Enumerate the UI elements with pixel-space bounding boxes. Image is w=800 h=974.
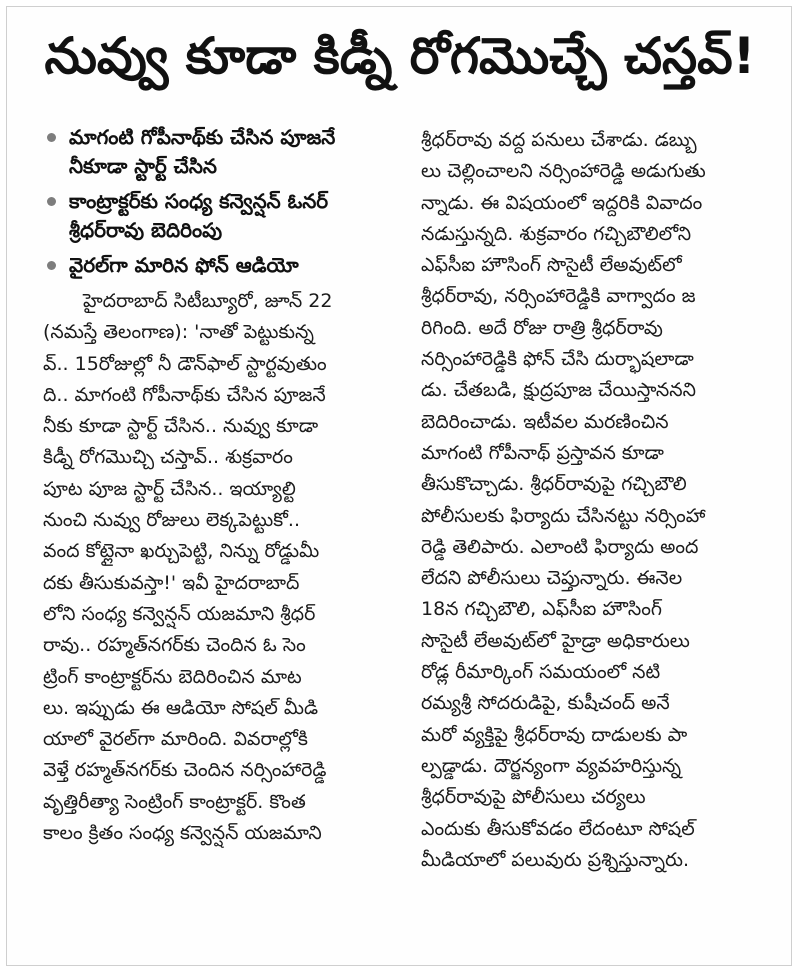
- highlight-list: [43, 123, 399, 280]
- body-line: కిడ్నీ రోగమొచ్చి చస్తావ్.. శుక్రవారం: [43, 446, 293, 469]
- body-line: వృత్తిరీత్యా సెంట్రింగ్ కాంట్రాక్టర్. కొంత: [43, 790, 306, 813]
- body-line: న్నాడు. ఈ విషయంలో ఇద్దరికి వివాదం: [421, 191, 703, 214]
- body-line: కాలం క్రితం సంధ్య కన్వెన్షన్ యజమాని: [43, 822, 322, 845]
- highlight-text: మాగంటి గోపీనాథ్‌కు చేసిన పూజనే నీకూడా స్టార్ట్ చేసిన: [69, 125, 336, 178]
- body-line: శ్రీధర్‌రావు వద్ద పనులు చేశాడు. డబ్బు: [421, 129, 697, 151]
- body-line: లు చెల్లించాలని నర్సింహారెడ్డి అడుగుతు: [421, 160, 706, 183]
- body-line: మాగంటి గోపీనాథ్ ప్రస్తావన కూడా: [421, 441, 664, 464]
- body-line: లేదని పోలీసులు చెప్తున్నారు. ఈనెల: [421, 567, 683, 590]
- news-clipping: [6, 6, 792, 966]
- body-line: ఎందుకు తీసుకోవడం లేదంటూ సోషల్: [421, 817, 695, 840]
- highlight-item: [43, 251, 399, 280]
- highlight-item: [43, 123, 399, 181]
- body-line: వెళ్తే రహ్మత్‌నగర్‌కు చెందిన నర్సింహారెడ్డి: [43, 759, 327, 782]
- body-line: పూట పూజ స్టార్ట్ చేసిన.. ఇయ్యాల్టి: [43, 477, 296, 500]
- highlight-text: వైరల్‌గా మారిన ఫోన్ ఆడియో: [69, 253, 299, 277]
- body-line: డు. చేతబడి, క్షుద్రపూజ చేయిస్తాననని: [421, 379, 696, 402]
- bullet-icon: [47, 133, 56, 142]
- body-line: 18న గచ్చిబౌలి, ఎఫ్‌సీఐ హౌసింగ్: [421, 598, 662, 621]
- body-line: సొసైటీ లేఅవుట్‌లో హైడ్రా అధికారులు: [421, 629, 690, 652]
- body-line: రెడ్డి తెలిపారు. ఎలాంటి ఫిర్యాదు అంద: [421, 535, 699, 558]
- body-line: వ్.. 15రోజుల్లో నీ డౌన్‌ఫాల్ స్టార్టవుతుం: [43, 352, 327, 375]
- body-line: ఎఫ్‌సీఐ హౌసింగ్ సొసైటీ లేఅవుట్‌లో: [421, 254, 682, 277]
- left-body-text: [43, 286, 399, 849]
- body-line: నడుస్తున్నది. శుక్రవారం గచ్చిబౌలిలోని: [421, 222, 692, 245]
- body-line: ది.. మాగంటి గోపీనాథ్‌కు చేసిన పూజనే: [43, 383, 326, 406]
- dateline: హైదరాబాద్ సిటీబ్యూరో, జూన్ 22: [83, 290, 333, 312]
- right-column: [421, 125, 771, 876]
- body-line: మీడియాలో పలువురు ప్రశ్నిస్తున్నారు.: [421, 848, 689, 871]
- body-line: రావు.. రహ్మత్‌నగర్‌కు చెందిన ఓ సెం: [43, 634, 306, 657]
- bullet-icon: [47, 261, 56, 270]
- body-line: పోలీసులకు ఫిర్యాదు చేసినట్టు నర్సింహా: [421, 504, 706, 527]
- body-line: వంద కోట్లైనా ఖర్చుపెట్టి, నిన్ను రోడ్డుమీ: [43, 540, 320, 563]
- bullet-icon: [47, 197, 56, 206]
- body-line: నుంచి నువ్వు రోజులు లెక్కపెట్టుకో..: [43, 509, 301, 532]
- body-line: ట్రింగ్ కాంట్రాక్టర్‌ను బెదిరించిన మాట: [43, 665, 302, 688]
- headline: నువ్వు కూడా కిడ్నీ రోగమొచ్చే చస్తవ్!: [44, 27, 756, 85]
- left-column: [43, 123, 399, 849]
- body-line: రిగింది. అదే రోజు రాత్రి శ్రీధర్‌రావు: [421, 316, 663, 339]
- highlight-item: [43, 187, 399, 245]
- body-line: శ్రీధర్‌రావుపై పోలీసులు చర్యలు: [421, 786, 646, 809]
- body-line: రమ్యశ్రీ సోదరుడిపై, కుషీచంద్ అనే: [421, 692, 670, 715]
- body-line: శ్రీధర్‌రావు, నర్సింహారెడ్డికి వాగ్వాదం జ: [421, 285, 696, 308]
- body-line: దకు తీసుకువస్తా!' ఇవీ హైదరాబాద్: [43, 571, 300, 594]
- body-line: (నమస్తే తెలంగాణ): 'నాతో పెట్టుకున్న: [43, 321, 314, 344]
- body-line: యాలో వైరల్‌గా మారింది. వివరాల్లోకి: [43, 728, 308, 751]
- body-line: మరో వ్యక్తిపై శ్రీధర్‌రావు దాడులకు పా: [421, 723, 688, 746]
- body-line: నర్సింహారెడ్డికి ఫోన్ చేసి దుర్భాషలాడా: [421, 348, 694, 371]
- body-line: ల్పడ్డాడు. దౌర్జన్యంగా వ్యవహరిస్తున్న: [421, 754, 682, 777]
- body-line: లు. ఇప్పుడు ఈ ఆడియో సోషల్ మీడి: [43, 696, 319, 719]
- highlight-text: కాంట్రాక్టర్‌కు సంధ్య కన్వెన్షన్ ఓనర్ శ్రీధర్‌రావు బెదిరింపు: [69, 189, 329, 242]
- body-line: లోని సంధ్య కన్వెన్షన్ యజమాని శ్రీధర్: [43, 602, 316, 625]
- body-line: బెదిరించాడు. ఇటీవల మరణించిన: [421, 410, 669, 433]
- body-line: తీసుకొచ్చాడు. శ్రీధర్‌రావుపై గచ్చిబౌలి: [421, 473, 687, 496]
- body-line: రోడ్ల రీమార్కింగ్ సమయంలో నటి: [421, 661, 661, 684]
- body-line: నీకు కూడా స్టార్ట్ చేసిన.. నువ్వు కూడా: [43, 415, 319, 438]
